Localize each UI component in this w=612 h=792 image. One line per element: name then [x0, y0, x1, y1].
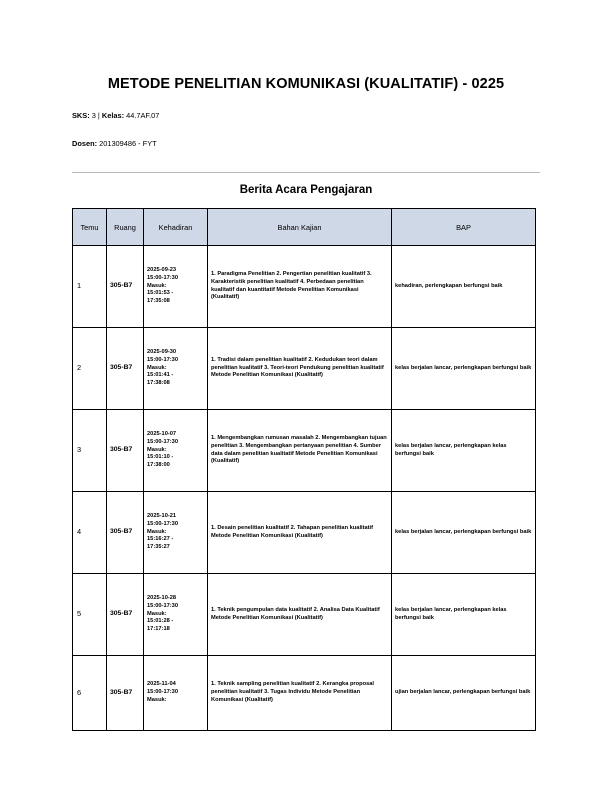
- table-row: [73, 656, 536, 731]
- kehadiran-line: 2025-10-07: [147, 430, 177, 437]
- cell-bap: kelas berjalan lancar, perlengkapan berfungsi baik: [392, 328, 536, 410]
- table-row: [73, 246, 536, 328]
- kehadiran-line: Masuk:: [147, 446, 167, 453]
- table-row: [73, 328, 536, 410]
- header-temu: Temu: [73, 209, 107, 246]
- kelas-value: 44.7AF.07: [124, 111, 160, 120]
- cell-temu: 6: [73, 656, 107, 731]
- cell-bap: kelas berjalan lancar, perlengkapan kelas berfungsi baik: [392, 574, 536, 656]
- kehadiran-line: Masuk:: [147, 610, 167, 617]
- kehadiran-line: 15:01:53 -: [147, 290, 174, 297]
- course-meta: [72, 111, 159, 120]
- header-bap: BAP: [392, 209, 536, 246]
- kehadiran-line: 17:35:08: [147, 298, 170, 305]
- divider: [72, 172, 540, 173]
- cell-ruang: 305-B7: [107, 656, 144, 731]
- kehadiran-line: 15:00-17:30: [147, 438, 178, 445]
- kehadiran-line: 15:00-17:30: [147, 356, 178, 363]
- kehadiran-line: 15:00-17:30: [147, 689, 178, 696]
- kehadiran-line: 15:00-17:30: [147, 602, 178, 609]
- lecturer-meta: [72, 139, 157, 148]
- cell-temu: 2: [73, 328, 107, 410]
- kehadiran-line: 17:17:18: [147, 626, 170, 633]
- sks-value: 3 |: [89, 111, 102, 120]
- table-row: [73, 574, 536, 656]
- cell-bahan-kajian: 1. Mengembangkan rumusan masalah 2. Mengembangkan tujuan penelitian 3. Mengembangkan pertanyaan penelitian 4. Sumber data dalam penelitian kualitatif Metode Penelitian Komunikasi (Kualitatif): [208, 410, 392, 492]
- table-row: [73, 492, 536, 574]
- kehadiran-line: Masuk:: [147, 696, 167, 703]
- kehadiran-line: 17:38:00: [147, 462, 170, 469]
- bap-table: [72, 208, 536, 731]
- header-ruang: Ruang: [107, 209, 144, 246]
- section-title: Berita Acara Pengajaran: [239, 184, 373, 196]
- kehadiran-line: Masuk:: [147, 364, 167, 371]
- dosen-label: Dosen:: [72, 139, 98, 148]
- cell-temu: 1: [73, 246, 107, 328]
- cell-bahan-kajian: 1. Tradisi dalam penelitian kualitatif 2. Kedudukan teori dalam penelitian kualitatif 3. Teori-teori Pendukung penelitian kualitatif Metode Penelitian Komunikasi (Kualitatif): [208, 328, 392, 410]
- sks-label: SKS:: [72, 111, 90, 120]
- kehadiran-line: 17:38:08: [147, 380, 170, 387]
- kehadiran-line: 2025-11-04: [147, 681, 176, 688]
- kehadiran-line: 15:00-17:30: [147, 274, 178, 281]
- kehadiran-line: 17:35:27: [147, 544, 170, 551]
- kehadiran-line: 2025-10-28: [147, 594, 177, 601]
- cell-temu: 5: [73, 574, 107, 656]
- kehadiran-line: 15:00-17:30: [147, 520, 178, 527]
- kehadiran-line: 15:01:41 -: [147, 372, 174, 379]
- cell-ruang: 305-B7: [107, 492, 144, 574]
- cell-ruang: 305-B7: [107, 328, 144, 410]
- cell-kehadiran: [144, 574, 208, 656]
- kehadiran-line: Masuk:: [147, 282, 167, 289]
- cell-bap: ujian berjalan lancar, perlengkapan berfungsi baik: [392, 656, 536, 731]
- cell-ruang: 305-B7: [107, 574, 144, 656]
- cell-temu: 4: [73, 492, 107, 574]
- kehadiran-line: Masuk:: [147, 528, 167, 535]
- cell-bap: kelas berjalan lancar, perlengkapan berfungsi baik: [392, 492, 536, 574]
- cell-kehadiran: [144, 246, 208, 328]
- cell-temu: 3: [73, 410, 107, 492]
- cell-kehadiran: [144, 410, 208, 492]
- cell-bahan-kajian: 1. Paradigma Penelitian 2. Pengertian penelitian kualitatif 3. Karakteristik penelitian kualitatif 4. Perbedaan penelitian kualitatif dan kuantitatif Metode Penelitian Komunikasi (Kualitatif): [208, 246, 392, 328]
- kehadiran-line: 15:01:28 -: [147, 618, 174, 625]
- table-row: [73, 410, 536, 492]
- cell-kehadiran: [144, 328, 208, 410]
- table-header-row: [73, 209, 536, 246]
- header-bahan-kajian: Bahan Kajian: [208, 209, 392, 246]
- header-kehadiran: Kehadiran: [144, 209, 208, 246]
- kelas-label: Kelas:: [101, 111, 125, 120]
- page-title: METODE PENELITIAN KOMUNIKASI (KUALITATIF) - 0225: [107, 76, 505, 92]
- kehadiran-line: 2025-09-30: [147, 348, 177, 355]
- kehadiran-line: 15:16:27 -: [147, 536, 174, 543]
- cell-ruang: 305-B7: [107, 410, 144, 492]
- cell-bap: kelas berjalan lancar, perlengkapan kelas berfungsi baik: [392, 410, 536, 492]
- kehadiran-line: 2025-09-23: [147, 266, 177, 273]
- kehadiran-line: 2025-10-21: [147, 512, 177, 519]
- kehadiran-line: 15:01:10 -: [147, 454, 174, 461]
- cell-kehadiran: [144, 656, 208, 731]
- cell-bahan-kajian: 1. Teknik pengumpulan data kualitatif 2. Analisa Data Kualitatif Metode Penelitian Komunikasi (Kualitatif): [208, 574, 392, 656]
- cell-bahan-kajian: 1. Teknik sampling penelitian kualitatif 2. Kerangka proposal penelitian kualitatif 3. Tugas Individu Metode Penelitian Komunikasi (Kualitatif): [208, 656, 392, 731]
- cell-kehadiran: [144, 492, 208, 574]
- cell-bap: kehadiran, perlengkapan berfungsi baik: [392, 246, 536, 328]
- dosen-value: 201309486 - FYT: [97, 139, 157, 148]
- cell-bahan-kajian: 1. Desain penelitian kualitatif 2. Tahapan penelitian kualitatif Metode Penelitian Komunikasi (Kualitatif): [208, 492, 392, 574]
- cell-ruang: 305-B7: [107, 246, 144, 328]
